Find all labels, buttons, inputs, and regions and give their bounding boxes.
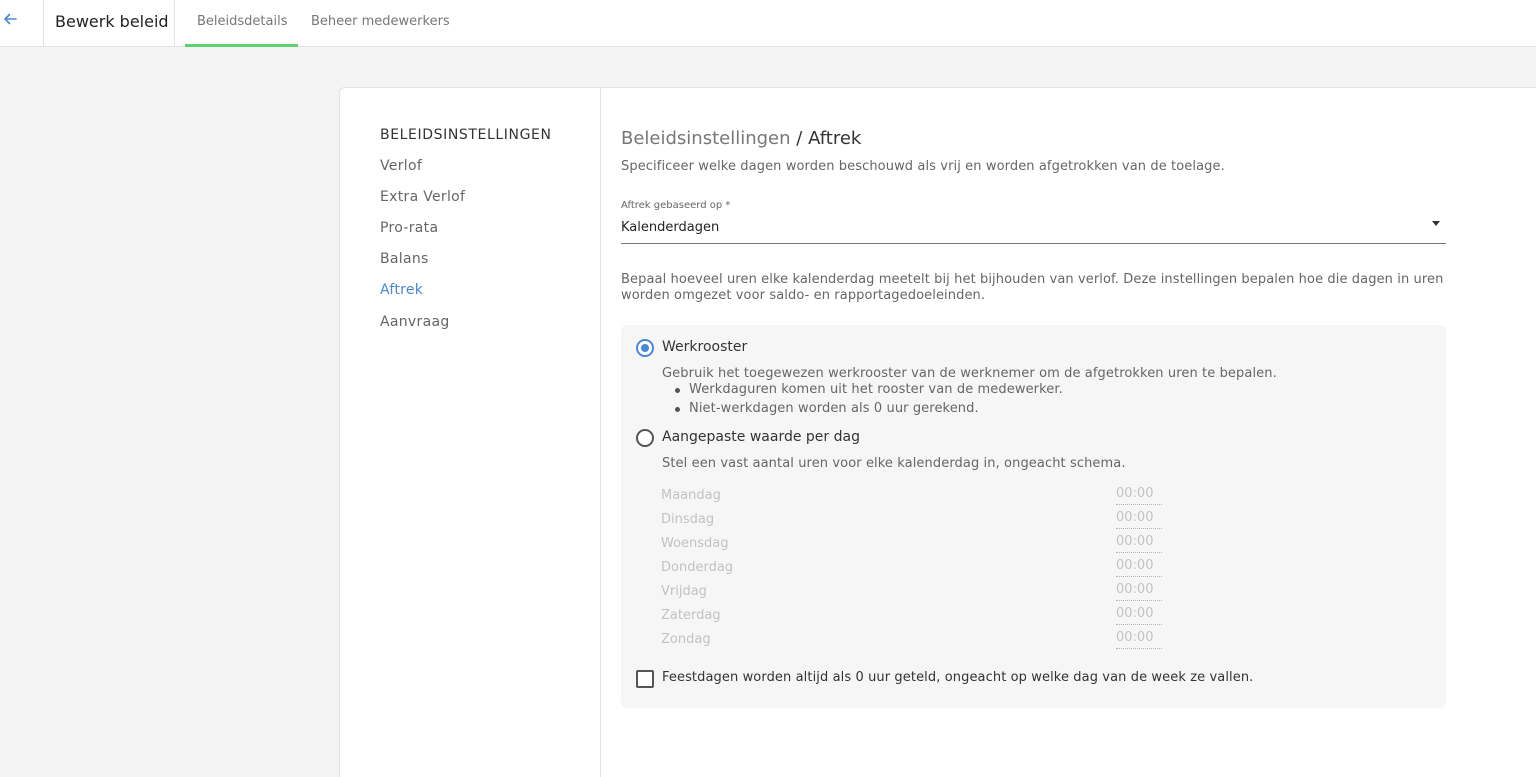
select-label: Aftrek gebaseerd op *: [621, 200, 731, 211]
tab-beheer-medewerkers[interactable]: [299, 0, 459, 47]
day-row-zondag: [661, 630, 1166, 654]
breadcrumb-parent[interactable]: Beleidsinstellingen: [621, 128, 791, 149]
werkrooster-bullets: [662, 382, 1063, 420]
day-row-donderdag: [661, 558, 1166, 582]
breadcrumb-separator: /: [796, 128, 803, 149]
day-name: Woensdag: [661, 536, 729, 551]
tab-label: Beheer medewerkers: [311, 14, 450, 29]
page-title-cell: [44, 0, 175, 46]
day-row-zaterdag: [661, 606, 1166, 630]
day-row-woensdag: [661, 534, 1166, 558]
day-row-vrijdag: [661, 582, 1166, 606]
radio-werkrooster[interactable]: [636, 339, 654, 357]
list-item: Werkdaguren komen uit het rooster van de medewerker.: [662, 382, 1063, 401]
deduction-options-panel: [621, 325, 1446, 708]
day-time-input[interactable]: 00:00: [1116, 606, 1162, 625]
day-name: Maandag: [661, 488, 721, 503]
day-name: Dinsdag: [661, 512, 715, 527]
hours-explanation: Bepaal hoeveel uren elke kalenderdag meetelt bij het bijhouden van verlof. Deze instellingen bepalen hoe die dagen in uren worden omgezet voor saldo- en rapportagedoeleinden.: [621, 272, 1444, 303]
day-time-input[interactable]: 00:00: [1116, 510, 1162, 529]
day-time-input[interactable]: 00:00: [1116, 558, 1162, 577]
breadcrumb-current: Aftrek: [808, 128, 862, 149]
settings-sidebar: [340, 88, 601, 777]
section-description: Specificeer welke dagen worden beschouwd als vrij en worden afgetrokken van de toelage.: [621, 159, 1225, 174]
tab-beleidsdetails[interactable]: [185, 0, 298, 47]
arrow-left-icon: [3, 12, 17, 26]
select-value: Kalenderdagen: [621, 220, 720, 235]
sidebar-item-pro-rata[interactable]: Pro-rata: [380, 220, 439, 236]
sidebar-item-aanvraag[interactable]: Aanvraag: [380, 314, 450, 330]
day-time-input[interactable]: 00:00: [1116, 486, 1162, 505]
list-item: Niet-werkdagen worden als 0 uur gerekend.: [662, 401, 1063, 420]
day-name: Vrijdag: [661, 584, 707, 599]
sidebar-item-verlof[interactable]: Verlof: [380, 158, 423, 174]
custom-per-day-description: Stel een vast aantal uren voor elke kalenderdag in, ongeacht schema.: [662, 456, 1126, 471]
sidebar-item-extra-verlof[interactable]: Extra Verlof: [380, 189, 466, 205]
day-name: Zondag: [661, 632, 711, 647]
back-button[interactable]: [0, 0, 44, 46]
top-bar: [0, 0, 1536, 47]
breadcrumb: [621, 128, 861, 149]
sidebar-item-aftrek[interactable]: Aftrek: [380, 282, 424, 298]
day-time-input[interactable]: 00:00: [1116, 582, 1162, 601]
caret-down-icon: [1432, 221, 1440, 226]
day-name: Zaterdag: [661, 608, 721, 623]
radio-custom-per-day[interactable]: [636, 429, 654, 447]
tab-label: Beleidsdetails: [197, 14, 288, 29]
holiday-zero-hours-checkbox[interactable]: [636, 670, 654, 688]
radio-label: Aangepaste waarde per dag: [662, 429, 860, 445]
day-time-input[interactable]: 00:00: [1116, 630, 1162, 649]
day-row-dinsdag: [661, 510, 1166, 534]
page-title: Bewerk beleid: [55, 12, 169, 31]
sidebar-heading: BELEIDSINSTELLINGEN: [380, 127, 552, 143]
settings-card: [339, 87, 1536, 777]
day-time-input[interactable]: 00:00: [1116, 534, 1162, 553]
checkbox-label: Feestdagen worden altijd als 0 uur geteld, ongeacht op welke dag van de week ze vallen.: [662, 670, 1254, 685]
radio-label: Werkrooster: [662, 339, 748, 355]
deduction-basis-select[interactable]: [621, 199, 1446, 244]
sidebar-item-balans[interactable]: Balans: [380, 251, 429, 267]
day-row-maandag: [661, 486, 1166, 510]
werkrooster-description: Gebruik het toegewezen werkrooster van de werknemer om de afgetrokken uren te bepalen.: [662, 366, 1277, 381]
day-name: Donderdag: [661, 560, 734, 575]
